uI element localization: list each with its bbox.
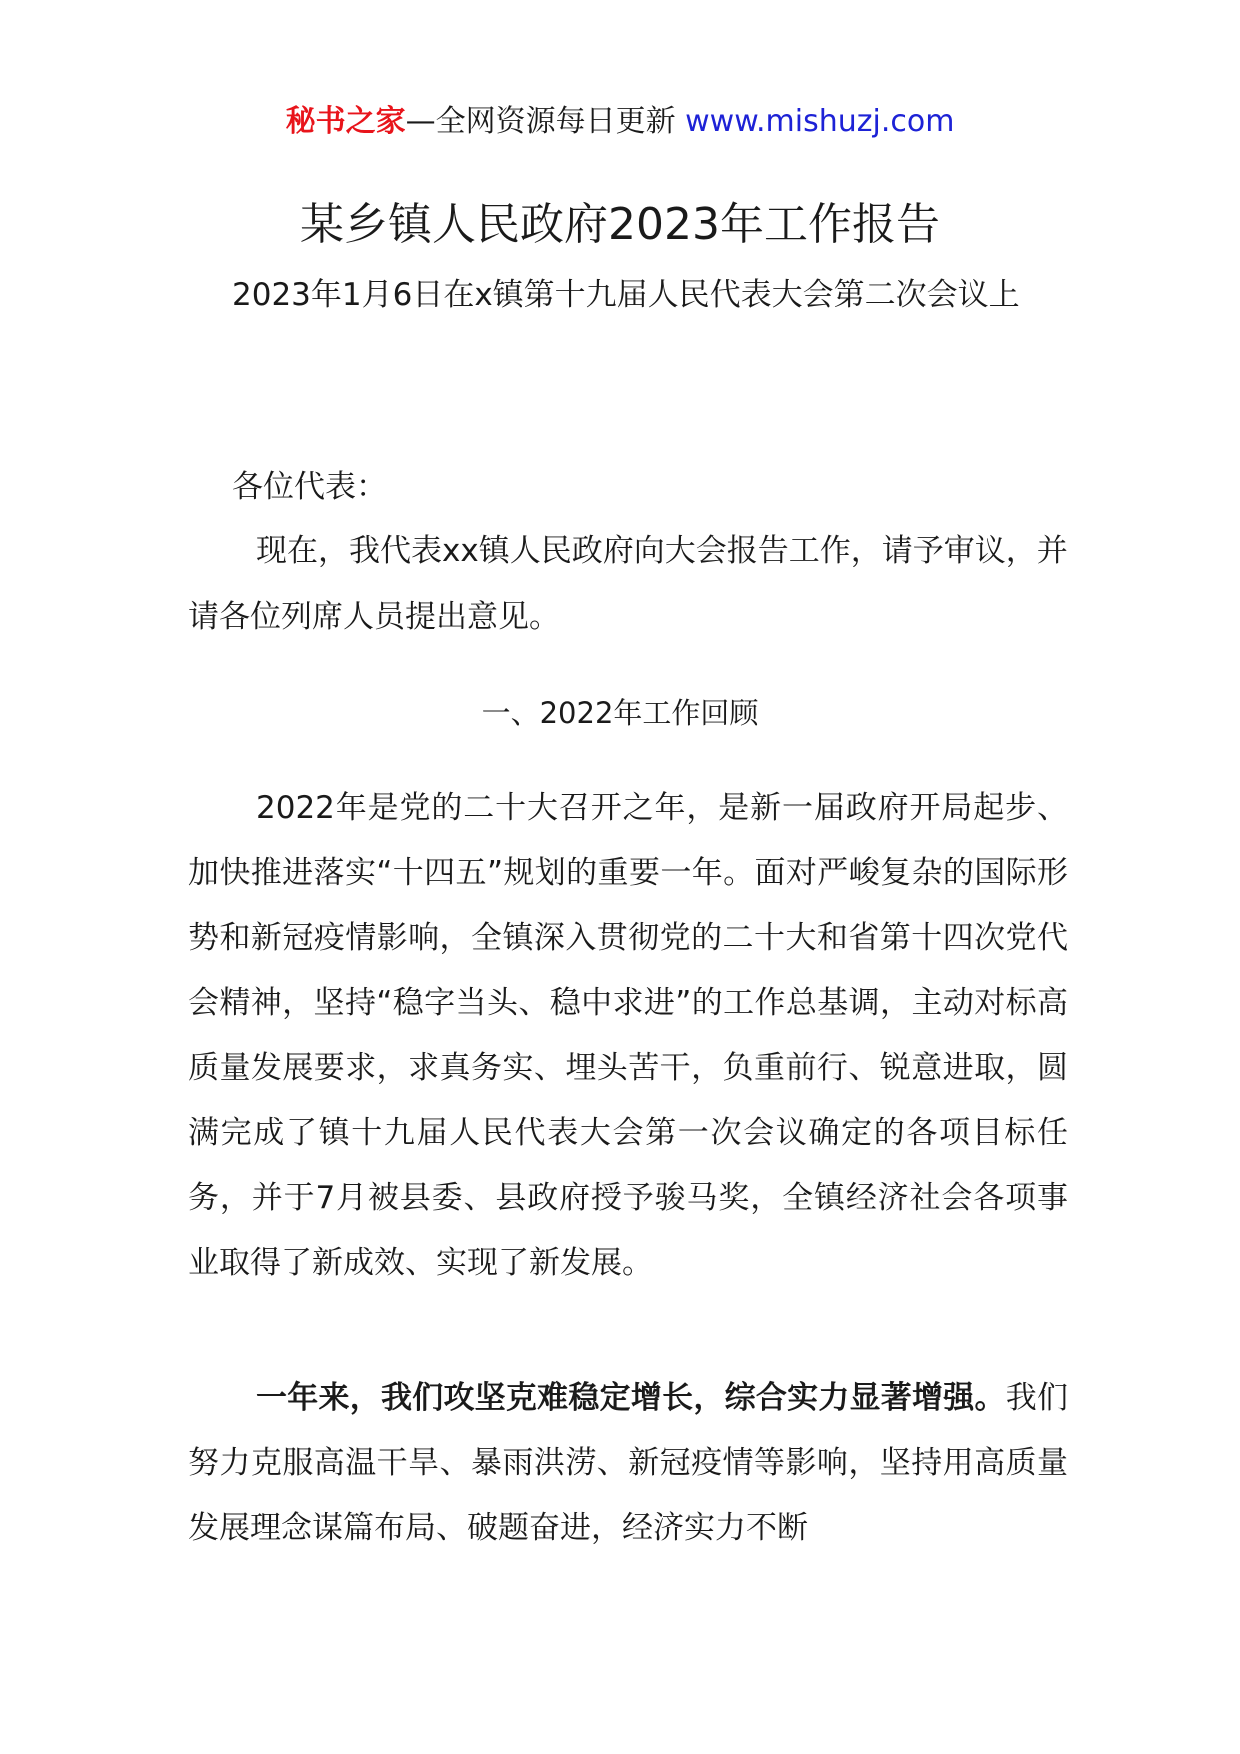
brand-name: 秘书之家 bbox=[285, 104, 406, 139]
document-subtitle: 2023年1月6日在x镇第十九届人民代表大会第二次会议上 bbox=[232, 277, 1020, 313]
site-url-link[interactable]: www.mishuzj.com bbox=[685, 104, 955, 139]
body-paragraph-2 bbox=[188, 1366, 1068, 1561]
paragraph-bold-lead: 一年来，我们攻坚克难稳定增长，综合实力显著增强。 bbox=[256, 1380, 1006, 1416]
intro-paragraph: 现在，我代表xx镇人民政府向大会报告工作，请予审议，并请各位列席人员提出意见。 bbox=[188, 533, 1068, 635]
header-tagline: —全网资源每日更新 bbox=[405, 104, 686, 139]
paragraph-text: 我们努力克服高温干旱、暴雨洪涝、新冠疫情等影响，坚持用高质量发展理念谋篇布局、破题奋进，经济实力不断 bbox=[188, 1380, 1069, 1546]
document-title: 某乡镇人民政府2023年工作报告 bbox=[300, 199, 940, 250]
section-heading: 一、2022年工作回顾 bbox=[481, 696, 759, 730]
site-header bbox=[0, 100, 1240, 144]
salutation: 各位代表： bbox=[232, 469, 387, 505]
body-paragraph: 2022年是党的二十大召开之年，是新一届政府开局起步、加快推进落实“十四五”规划的重要一年。面对严峻复杂的国际形势和新冠疫情影响，全镇深入贯彻党的二十大和省第十四次党代会精神，坚持“稳字当头、稳中求进”的工作总基调，主动对标高质量发展要求，求真务实、埋头苦干，负重前行、锐意进取，圆满完成了镇十九届人民代表大会第一次会议确定的各项目标任务，并于7月被县委、县政府授予骏马奖，全镇经济社会各项事业取得了新成效、实现了新发展。 bbox=[188, 790, 1068, 1281]
